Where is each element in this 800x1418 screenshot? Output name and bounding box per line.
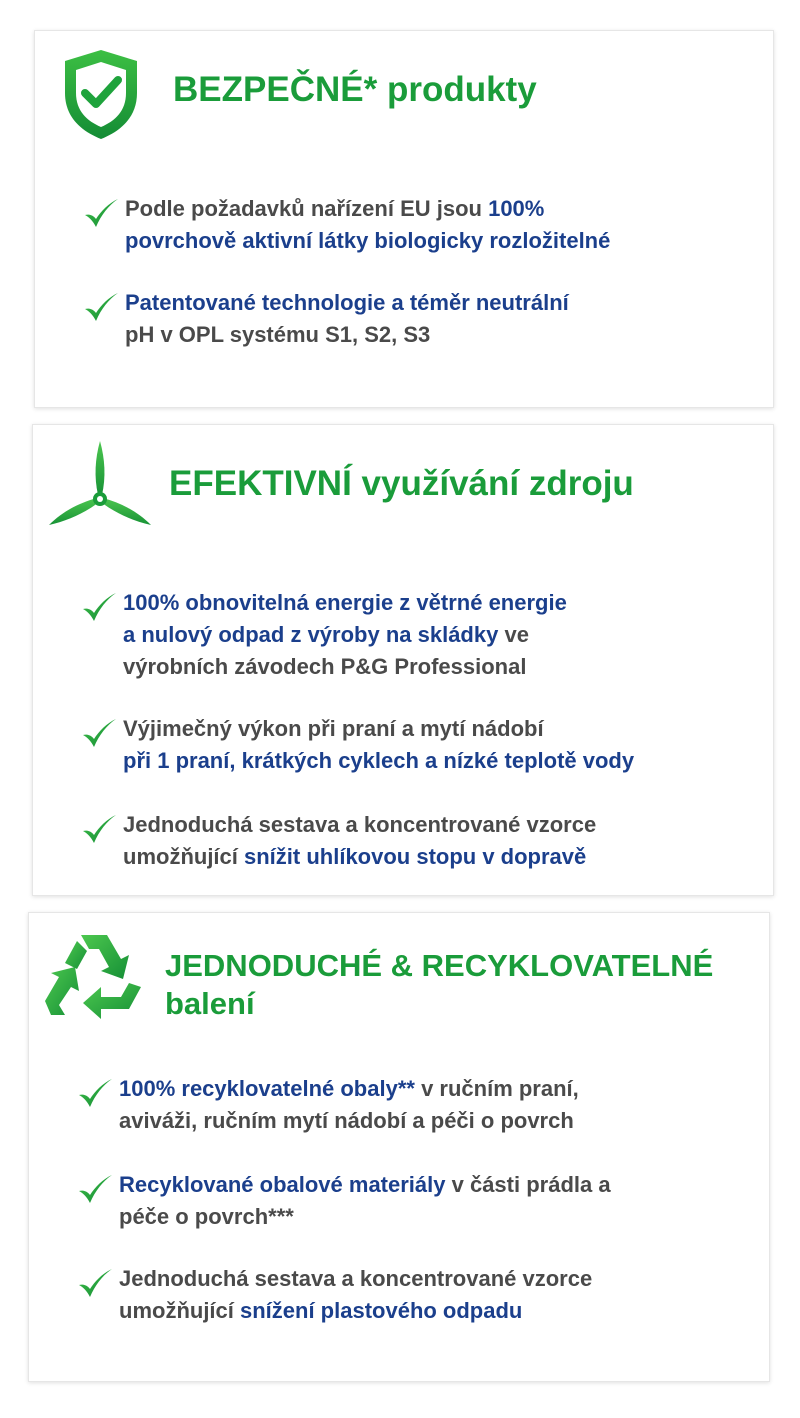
section-title: BEZPEČNÉ* produkty (173, 70, 537, 109)
item-text: Podle požadavků nařízení EU jsou 100% (125, 196, 545, 221)
list-item (83, 193, 763, 257)
check-icon (83, 291, 119, 325)
check-icon (77, 1173, 113, 1207)
section-title: EFEKTIVNÍ využívání zdroju (169, 464, 634, 503)
check-icon (81, 591, 117, 625)
check-icon (81, 717, 117, 751)
item-text: 100% recyklovatelné obaly** v ručním praní, (119, 1076, 579, 1101)
shield-check-icon (61, 47, 141, 141)
item-text: umožňující snížení plastového odpadu (119, 1298, 523, 1323)
item-text: umožňující snížit uhlíkovou stopu v dopravě (123, 844, 587, 869)
check-icon (81, 813, 117, 847)
check-icon (83, 197, 119, 231)
check-icon (77, 1267, 113, 1301)
section-efficient-resources (32, 424, 774, 896)
list-item (81, 809, 761, 873)
list-item (77, 1073, 757, 1137)
recycle-icon (43, 929, 149, 1027)
list-item (77, 1263, 757, 1327)
item-text: péče o povrch*** (119, 1204, 294, 1229)
item-text: aviváži, ručním mytí nádobí a péči o povrch (119, 1108, 574, 1133)
item-text: a nulový odpad z výroby na skládky ve (123, 622, 529, 647)
list-item (83, 287, 763, 351)
item-text: Patentované technologie a téměr neutrální (125, 290, 569, 315)
item-text: Jednoduchá sestava a koncentrované vzorce (123, 812, 597, 837)
item-text: pH v OPL systému S1, S2, S3 (125, 322, 431, 347)
list-item (81, 713, 761, 777)
item-text: výrobních závodech P&G Professional (123, 654, 527, 679)
item-text: Jednoduchá sestava a koncentrované vzorce (119, 1266, 593, 1291)
section-simple-recyclable-packaging (28, 912, 770, 1382)
item-text: povrchově aktivní látky biologicky rozložitelné (125, 228, 611, 253)
wind-turbine-icon (45, 437, 155, 537)
section-title: JEDNODUCHÉ & RECYKLOVATELNÉ balení (165, 948, 714, 1021)
item-text: při 1 praní, krátkých cyklech a nízké teplotě vody (123, 748, 635, 773)
check-icon (77, 1077, 113, 1111)
list-item (77, 1169, 757, 1233)
item-text: Recyklované obalové materiály v části prádla a (119, 1172, 611, 1197)
section-safe-products (34, 30, 774, 408)
item-text: 100% obnovitelná energie z větrné energie (123, 590, 567, 615)
item-text: Výjimečný výkon při praní a mytí nádobí (123, 716, 544, 741)
list-item (81, 587, 761, 683)
